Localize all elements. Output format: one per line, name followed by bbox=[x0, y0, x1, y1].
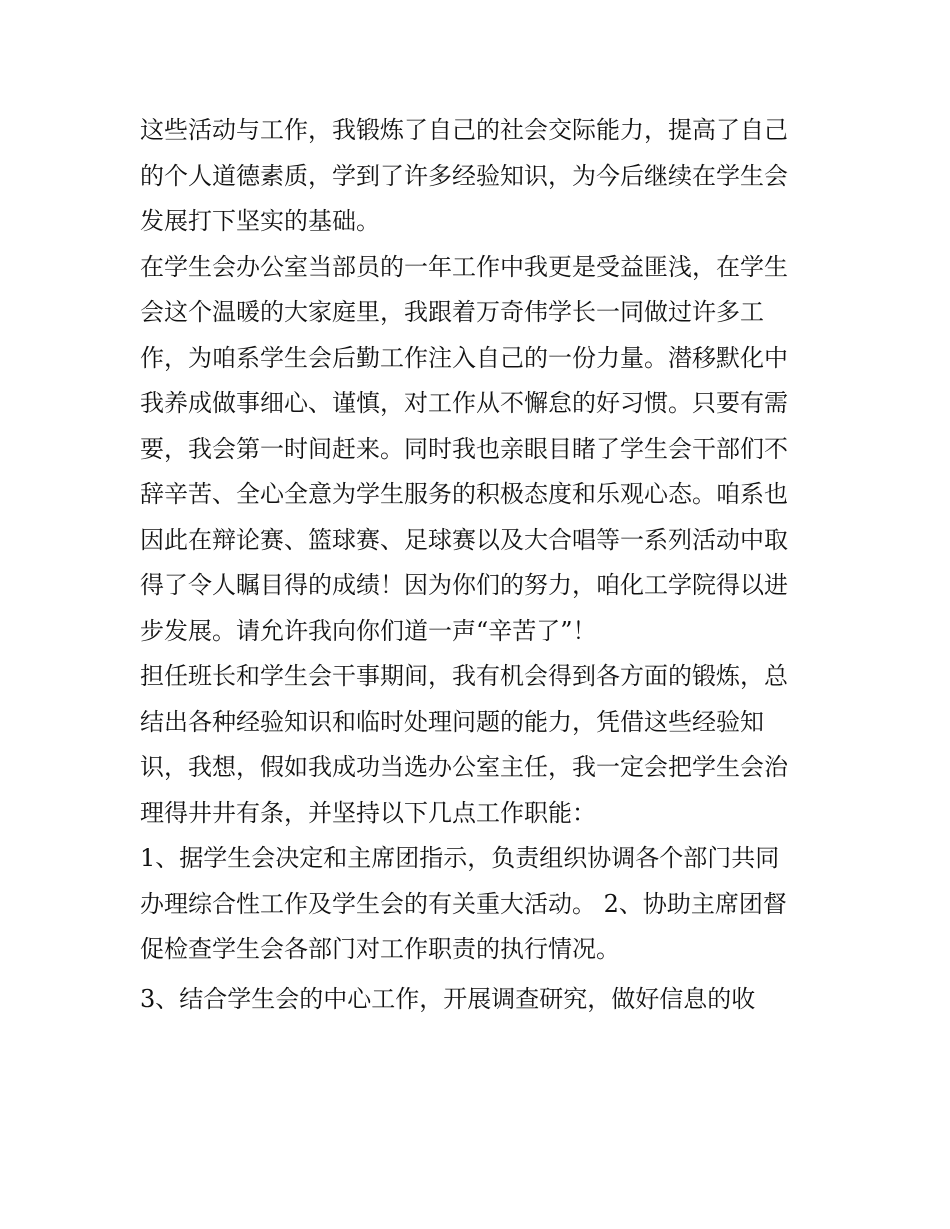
text-line: 会这个温暖的大家庭里，我跟着万奇伟学长一同做过许多工 bbox=[140, 298, 764, 326]
text-line: 在学生会办公室当部员的一年工作中我更是受益匪浅，在学生 bbox=[140, 252, 788, 281]
text-line: 这些活动与工作，我锻炼了自己的社会交际能力，提高了自己 bbox=[140, 116, 788, 144]
text-line: 因此在辩论赛、篮球赛、足球赛以及大合唱等一系列活动中取 bbox=[140, 525, 788, 554]
body-text bbox=[140, 108, 820, 1022]
text-line: 办理综合性工作及学生会的有关重大活动。 2、协助主席团督 bbox=[140, 889, 787, 918]
text-line: 理得井井有条，并坚持以下几点工作职能： bbox=[140, 798, 596, 827]
text-line: 担任班长和学生会干事期间，我有机会得到各方面的锻炼，总 bbox=[140, 662, 788, 690]
text-line: 结出各种经验知识和临时处理问题的能力，凭借这些经验知 bbox=[140, 707, 764, 736]
text-line: 得了令人瞩目得的成绩！因为你们的努力，咱化工学院得以进 bbox=[140, 571, 788, 599]
text-line: 1、据学生会决定和主席团指示，负责组织协调各个部门共同 bbox=[140, 844, 780, 872]
text-line: 我养成做事细心、谨慎，对工作从不懈怠的好习惯。只要有需 bbox=[140, 389, 788, 417]
text-line: 作，为咱系学生会后勤工作注入自己的一份力量。潜移默化中 bbox=[140, 343, 788, 372]
text-line: 促检查学生会各部门对工作职责的执行情况。 bbox=[140, 935, 620, 963]
text-line: 3、结合学生会的中心工作，开展调查研究，做好信息的收 bbox=[140, 984, 756, 1013]
text-line: 识，我想，假如我成功当选办公室主任，我一定会把学生会治 bbox=[140, 753, 788, 781]
text-line: 的个人道德素质，学到了许多经验知识，为今后继续在学生会 bbox=[140, 161, 788, 190]
text-line: 要，我会第一时间赶来。同时我也亲眼目睹了学生会干部们不 bbox=[140, 434, 788, 463]
text-line: 步发展。请允许我向你们道一声“辛苦了”！ bbox=[140, 616, 597, 645]
text-line: 辞辛苦、全心全意为学生服务的积极态度和乐观心态。咱系也 bbox=[140, 480, 788, 508]
text-line: 发展打下坚实的基础。 bbox=[140, 207, 380, 235]
